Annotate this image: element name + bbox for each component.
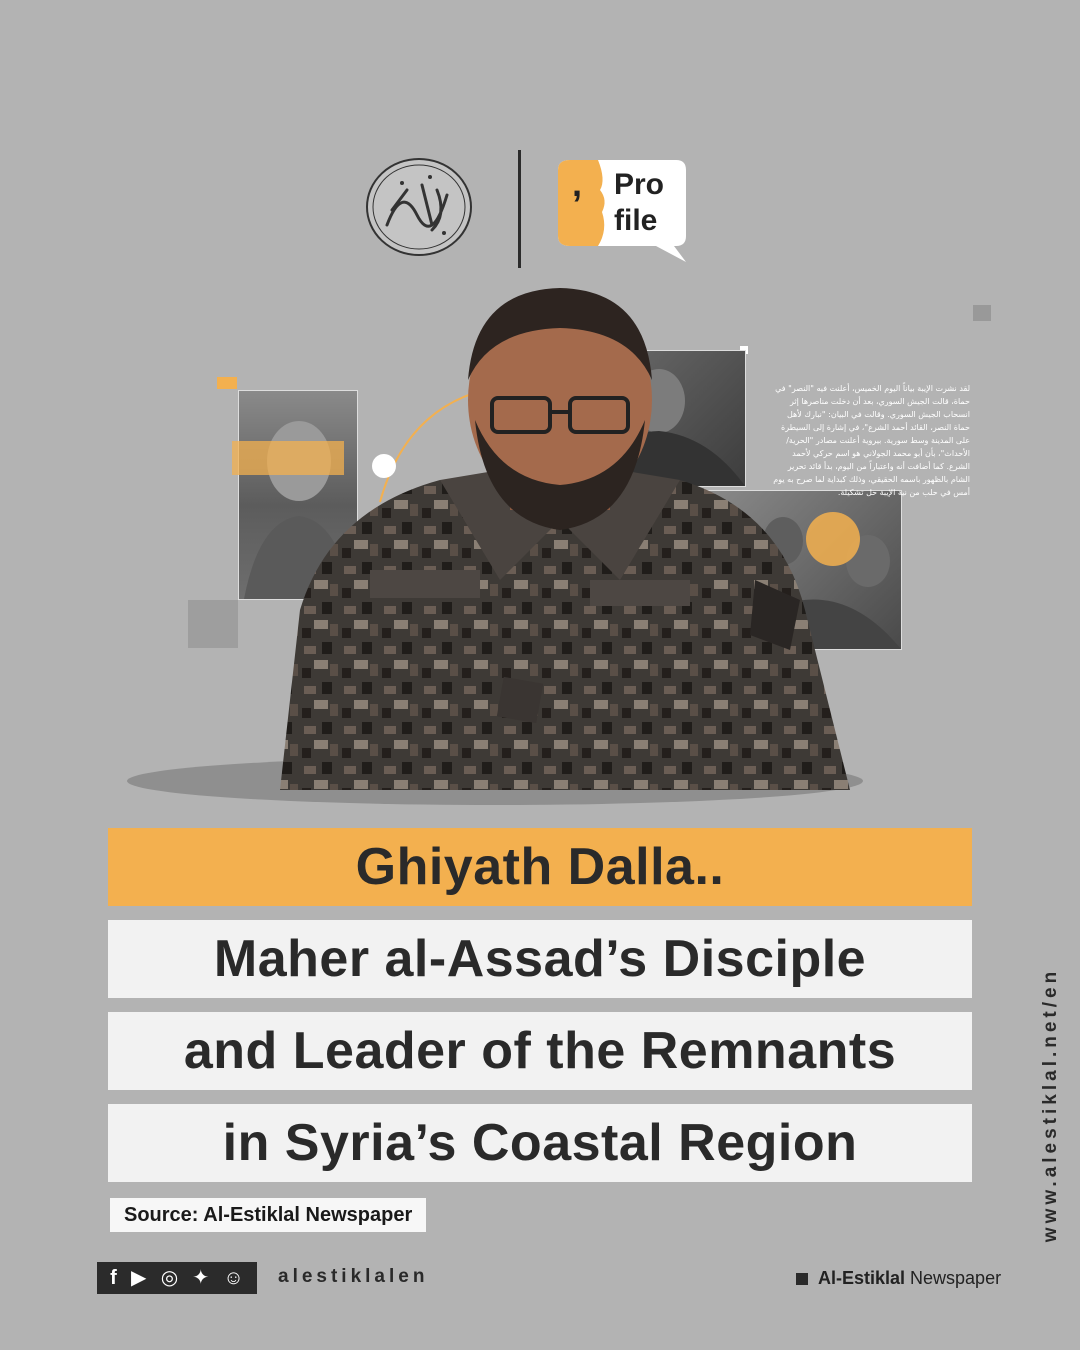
facebook-icon[interactable]: f [110,1267,117,1289]
instagram-icon[interactable]: ◎ [160,1267,179,1289]
decorative-square [188,600,238,648]
header-divider [518,150,521,268]
footer-brand-rest: Newspaper [910,1268,1002,1288]
social-icons-strip [97,1262,257,1294]
site-url-vertical[interactable] [1036,965,1066,1245]
headline-bar-4 [108,1104,972,1182]
headline-line2: Maher al-Assad’s Disciple [213,930,867,988]
footer-brand [796,1268,1001,1289]
headline-bar-2 [108,920,972,998]
profile-badge [558,160,686,264]
article-excerpt-arabic: لقد نشرت الإيبة بياناً اليوم الخميس، أعلنت فيه "النصر" في حماة، قالت الجيش السوري، بعد أن دخلت مناصرها إثر انسحاب الجيش السوري. وقالت في البيان: "نبارك لأهل حماة النصر، القائد أحمد الشرع"، في إشارة إلى السيطرة على المدينة وسط سورية. بيروية أعلنت مصادر "الحرية/الأحداث"، بأن أبو محمد الجولاني هو اسم حركي لأحمد الشرع. كما أضافت أنه واعتباراً من اليوم، بدأ قائد تحرير الشام بالظهور باسمه الحقيقي، وذلك كبداية لما صرح به يوم أمس في حلب من نية الإيبة حل تشكيلة. [773,384,970,497]
profile-badge-line2: file [614,204,658,237]
headline-line4: in Syria’s Coastal Region [222,1114,858,1172]
profile-badge-line1: Pro [614,168,665,201]
headline-bar-name [108,828,972,906]
portrait-ghiyath-dalla [260,280,860,800]
youtube-icon[interactable]: ▶ [131,1267,147,1289]
snapchat-icon[interactable]: ☺ [223,1267,244,1289]
social-handle[interactable]: alestiklalen [278,1266,429,1287]
footer-brand-bold: Al-Estiklal [818,1268,906,1288]
headline-line3: and Leader of the Remnants [183,1022,897,1080]
decorative-square [973,305,991,321]
site-url-text[interactable]: www.alestiklal.net/en [1040,967,1061,1243]
al-estiklal-seal-logo [362,155,477,260]
headline-bar-3 [108,1012,972,1090]
twitter-icon[interactable]: ✦ [192,1267,210,1289]
footer-bullet [796,1273,808,1285]
headline-line1: Ghiyath Dalla.. [355,838,725,896]
source-label: Source: Al-Estiklal Newspaper [110,1198,426,1232]
svg-text:,: , [572,163,583,204]
decorative-accent-bar [217,377,237,389]
